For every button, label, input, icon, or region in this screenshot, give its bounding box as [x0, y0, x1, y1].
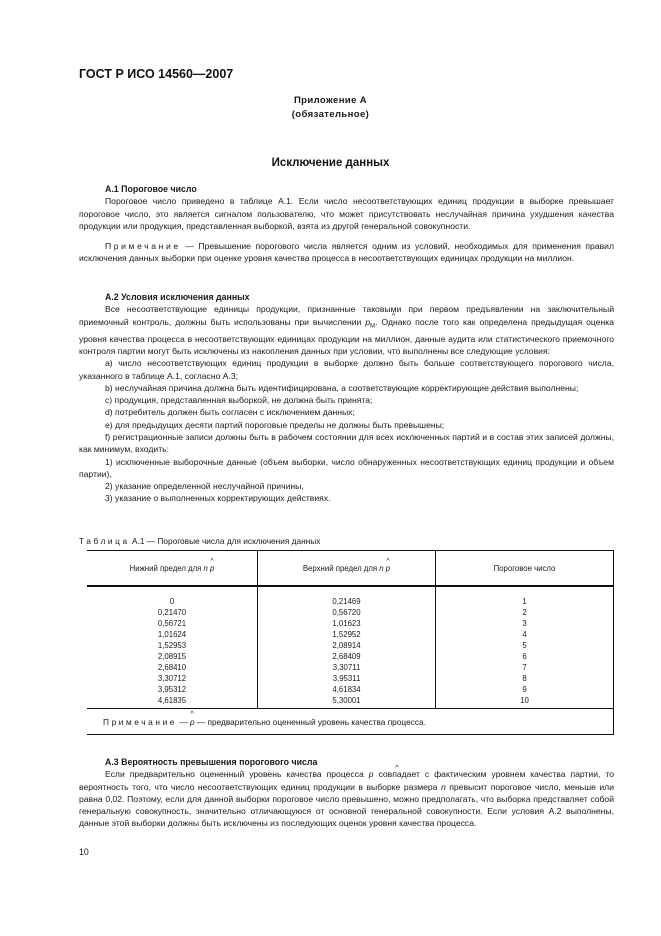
- para-text: Все несоответствующие единицы продукции, признанные таковыми при первом предъявлении на заключительный приемочный контроль, должны быть использованы при вычислении: [79, 304, 614, 327]
- section-a2-paragraph: [79, 303, 614, 357]
- table-cell: 8: [522, 674, 527, 684]
- header-threshold: Пороговое число: [436, 551, 614, 587]
- table-body-row: [87, 586, 614, 709]
- para-text: превысит пороговое число, меньше или равна 0,02. Поэтому, если для данной выборки пороговое число превышено, можно предполагать, что выборка представляет собой генеральную совокупность, значительно отличающуюся от основной генеральной совокупности. Если условия А.2 выполнены, данные этой выборки должны быть исключены из последующих оценок уровня качества процесса.: [79, 781, 614, 829]
- table-cell: 2,68410: [157, 663, 187, 673]
- table-cell: 3,95312: [157, 685, 187, 695]
- list-item: a) число несоответствующих единиц продукции в выборке должно быть больше соответствующего порогового числа, указанного в таблице А.1, согласно А.3;: [79, 358, 614, 381]
- table-cell: 5,30001: [332, 696, 361, 706]
- table-cell: 6: [522, 652, 527, 662]
- caption-text: А.1 — Пороговые числа для исключения данных: [129, 536, 321, 546]
- n-symbol: n: [379, 563, 384, 573]
- table-caption: [79, 536, 320, 546]
- section-a2-heading: А.2 Условия исключения данных: [105, 292, 250, 302]
- section-a2: [79, 291, 614, 505]
- table-cell: 5: [522, 641, 527, 651]
- table-cell: 2: [522, 608, 527, 618]
- table-cell: 10: [520, 696, 529, 706]
- n-symbol: n: [203, 563, 208, 573]
- table-cell: 1,52953: [157, 641, 187, 651]
- p-hat-symbol: ^ p: [386, 564, 390, 573]
- para-text: Если предварительно оцененный уровень качества процесса: [105, 769, 369, 780]
- appendix-status: (обязательное): [291, 109, 370, 120]
- table-cell: 3,30712: [157, 674, 187, 684]
- appendix-title: Исключение данных: [271, 157, 390, 169]
- table-cell: 4: [522, 630, 527, 640]
- threshold-table: [87, 550, 614, 735]
- table-cell: 3,95311: [332, 674, 361, 684]
- header-lower-limit: [87, 551, 258, 587]
- p-hat-symbol: ^ p: [369, 769, 374, 779]
- table-note: [87, 709, 614, 735]
- table-cell: 0,56720: [332, 608, 361, 618]
- list-item: d) потребитель должен быть согласен с исключением данных;: [105, 407, 355, 418]
- list-item: 2) указание определенной неслучайной причины,: [105, 481, 304, 492]
- list-item: f) регистрационные записи должны быть в рабочем состоянии для всех исключенных партий и в состав этих записей должны, как минимум, входить:: [79, 431, 614, 455]
- table-cell: 2,08914: [332, 641, 361, 651]
- table-cell: 1,01624: [157, 630, 187, 640]
- appendix-label: Приложение А: [293, 95, 368, 106]
- list-item: 1) исключенные выборочные данные (объем выборки, число обнаруженных несоответствующих единиц продукции и объем партии),: [79, 456, 614, 479]
- lower-limit-column: [87, 586, 258, 709]
- section-a1-heading: А.1 Пороговое число: [105, 184, 197, 194]
- subscript-m: M: [370, 323, 376, 330]
- section-a1-note: [79, 240, 614, 265]
- table-note-row: [87, 709, 614, 735]
- table-cell: 4,61835: [157, 696, 187, 706]
- table-cell: 4,61834: [332, 685, 361, 695]
- header-upper-limit: [258, 551, 436, 587]
- table-cell: 1,01623: [332, 619, 361, 629]
- threshold-column: [436, 586, 614, 709]
- table-header-row: [87, 551, 614, 587]
- para-text: . Однако после того как определена предыдущая оценка уровня качества процесса в несоответствующих единицах продукции на миллион, данные аудита или статистического приемочного контроля партии могут быть исключены из накопления данных при условии, что выполнены все следующие условия:: [79, 316, 614, 356]
- table-cell: 7: [522, 663, 527, 673]
- p-hat-symbol: ^ p: [365, 317, 370, 327]
- note-label: Примечание: [103, 716, 178, 727]
- table-cell: 2,08915: [157, 652, 187, 662]
- table-cell: 0,21469: [332, 597, 361, 606]
- table-cell: 3,30711: [332, 663, 361, 673]
- page-number: 10: [79, 847, 89, 857]
- n-symbol: n: [440, 781, 446, 792]
- header-text: Нижний предел для: [129, 563, 204, 573]
- p-hat-symbol: ^ p: [190, 717, 195, 727]
- table-cell: 0,21470: [157, 608, 187, 618]
- note-dash: —: [177, 716, 190, 727]
- section-a3-paragraph: [79, 768, 614, 829]
- section-a1-paragraph: Пороговое число приведено в таблице А.1. Если число несоответствующих единиц продукции в выборке превышает пороговое число, это является сигналом пользователю, что может присутствовать неслучайная причина ухудшения качества продукции или продукция, представленная выборкой, взята из другой генеральной совокупности.: [79, 196, 614, 231]
- table-cell: 0: [169, 597, 175, 606]
- table-cell: 1: [522, 597, 527, 606]
- section-a1: [79, 183, 614, 265]
- list-item: c) продукция, представленная выборкой, не должна быть принята;: [105, 395, 373, 406]
- header-text: Верхний предел для: [302, 563, 380, 573]
- table-cell: 3: [522, 619, 527, 629]
- note-text: — Превышение порогового числа является одним из условий, необходимых для применения правил исключения данных выборки при оценке уровня качества процесса в несоответствующих единицах продукции на миллион.: [79, 241, 614, 264]
- p-hat-symbol: ^ p: [210, 564, 214, 573]
- note-text: — предварительно оцененный уровень качества процесса.: [194, 716, 426, 727]
- para-text: совпадает с фактическим уровнем качества партии, то вероятность того, что число несоответствующих единиц продукции в выборке размера: [79, 769, 614, 792]
- section-a3: [79, 756, 614, 830]
- upper-limit-column: [258, 586, 436, 709]
- table-cell: 0,56721: [157, 619, 187, 629]
- table-cell: 2,68409: [332, 652, 361, 662]
- section-a3-heading: А.3 Вероятность превышения порогового числа: [105, 757, 318, 767]
- list-item: 3) указание о выполненных корректирующих действиях.: [105, 493, 331, 504]
- table-cell: 1,52952: [332, 630, 361, 640]
- table-cell: 9: [522, 685, 527, 695]
- note-label: Примечание: [105, 241, 181, 252]
- list-item: b) неслучайная причина должна быть идентифицирована, а соответствующие корректирующие действия выполнены;: [105, 382, 579, 393]
- document-code: ГОСТ Р ИСО 14560—2007: [79, 67, 234, 81]
- list-item: e) для предыдущих десяти партий пороговые пределы не должны быть превышены;: [105, 419, 445, 430]
- caption-label: Таблица: [79, 536, 130, 546]
